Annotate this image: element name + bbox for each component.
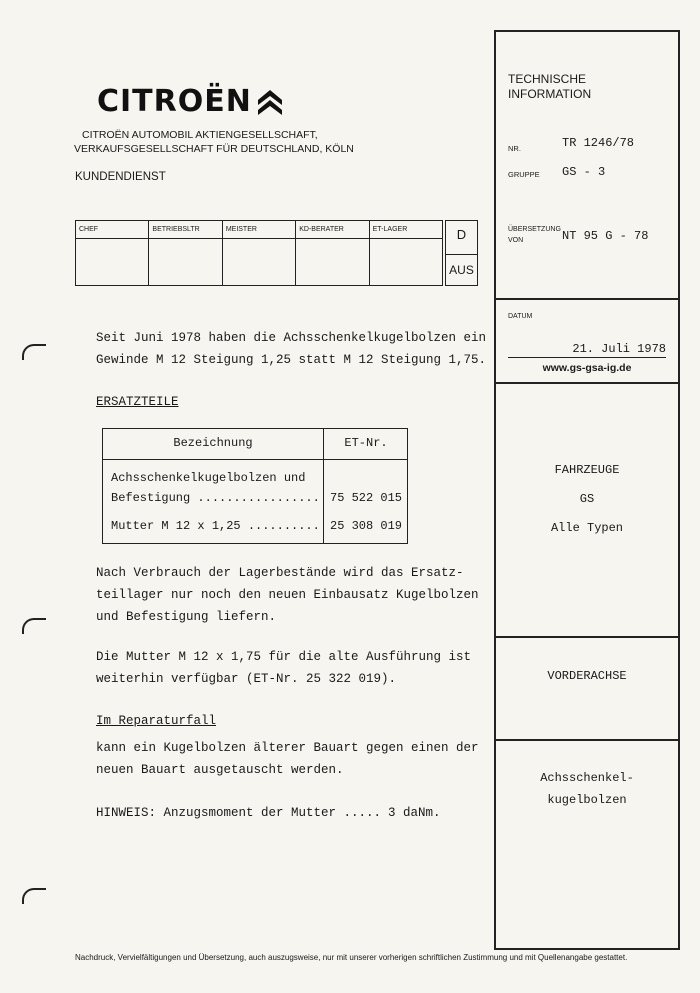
punch-hole-mark <box>22 888 46 904</box>
aus-label: AUS <box>449 263 474 277</box>
section-name: VORDERACHSE <box>547 669 627 683</box>
uebersetzung-label <box>508 224 561 246</box>
info-panel <box>494 30 680 950</box>
routing-col-label: KD-BERATER <box>299 226 344 233</box>
parts-row-name: Mutter M 12 x 1,25 .......... <box>111 519 320 533</box>
parts-row-name: Achsschenkelkugelbolzen und <box>111 471 306 485</box>
nr-label: NR. <box>508 144 521 153</box>
repair-paragraph <box>96 737 479 781</box>
company-address <box>74 128 354 156</box>
repair-heading: Im Reparaturfall <box>96 714 217 728</box>
stock-paragraph <box>96 562 479 628</box>
citroen-logo-text: CITROËN <box>97 84 252 119</box>
text-line: weiterhin verfügbar (ET-Nr. 25 322 019). <box>96 672 397 686</box>
routing-col-betriebsltr <box>149 221 222 285</box>
uebersetzung-value: NT 95 G - 78 <box>562 229 649 243</box>
component-line: Achsschenkel- <box>540 771 634 785</box>
parts-header-bezeichnung: Bezeichnung <box>173 436 253 450</box>
routing-col-label: ET-LAGER <box>372 226 408 233</box>
hinweis-text: HINWEIS: Anzugsmoment der Mutter ..... <box>96 806 382 820</box>
department-label: KUNDENDIENST <box>75 171 166 183</box>
intro-paragraph <box>96 327 486 371</box>
routing-col-label: BETRIEBSLTR <box>152 226 200 233</box>
vehicles-line: GS <box>579 492 595 506</box>
text-line: Nach Verbrauch der Lagerbestände wird das Ersatz- <box>96 566 464 580</box>
routing-col-meister <box>223 221 296 285</box>
datum-value: 21. Juli 1978 <box>508 342 666 358</box>
vehicles-line: FAHRZEUGE <box>554 463 620 477</box>
panel-title-line: INFORMATION <box>508 87 592 101</box>
routing-col-label: MEISTER <box>225 226 257 233</box>
parts-row-number: 75 522 015 <box>330 491 403 505</box>
uebersetzung-label-line: VON <box>508 237 524 244</box>
uebersetzung-label-line: ÜBERSETZUNG <box>508 226 561 233</box>
parts-table <box>102 428 408 544</box>
company-line: CITROËN AUTOMOBIL AKTIENGESELLSCHAFT, <box>82 129 318 141</box>
text-line: und Befestigung liefern. <box>96 610 277 624</box>
gruppe-value: GS - 3 <box>562 165 606 179</box>
component-line: kugelbolzen <box>547 793 627 807</box>
routing-table <box>75 220 443 286</box>
punch-hole-mark <box>22 344 46 360</box>
hinweis-value: 3 daNm. <box>388 806 441 820</box>
text-line: Gewinde M 12 Steigung 1,25 statt M 12 Steigung 1,75. <box>96 353 487 367</box>
routing-col-kd-berater <box>296 221 369 285</box>
text-line: kann ein Kugelbolzen älterer Bauart gegen einen der <box>96 741 479 755</box>
nr-value: TR 1246/78 <box>562 136 635 150</box>
parts-header-et-nr: ET-Nr. <box>344 436 388 450</box>
panel-title <box>508 72 591 102</box>
text-line: Die Mutter M 12 x 1,75 für die alte Ausführung ist <box>96 650 472 664</box>
country-code: D <box>456 227 467 242</box>
text-line: teillager nur noch den neuen Einbausatz Kugelbolzen <box>96 588 479 602</box>
vehicles-line: Alle Typen <box>550 521 623 535</box>
parts-row-name: Befestigung ................. <box>111 491 320 505</box>
text-line: neuen Bauart ausgetauscht werden. <box>96 763 344 777</box>
footer-copyright: Nachdruck, Vervielfältigungen und Übersetzung, auch auszugsweise, nur mit unserer vorherigen schriftlichen Zustimmung und mit Quellenangabe gestattet. <box>75 953 628 962</box>
vehicles-block <box>496 456 678 543</box>
text-line: Seit Juni 1978 haben die Achsschenkelkugelbolzen ein <box>96 331 487 345</box>
component-block <box>496 767 678 811</box>
gruppe-label: GRUPPE <box>508 170 540 179</box>
company-line: VERKAUFSGESELLSCHAFT FÜR DEUTSCHLAND, KÖLN <box>74 143 354 155</box>
routing-col-label: CHEF <box>79 226 99 233</box>
nut-paragraph <box>96 646 471 690</box>
country-box <box>445 220 478 286</box>
panel-title-line: TECHNISCHE <box>508 72 587 86</box>
citroen-chevron-icon <box>258 88 282 116</box>
routing-col-chef <box>76 221 149 285</box>
ersatzteile-heading: ERSATZTEILE <box>96 395 179 409</box>
punch-hole-mark <box>22 618 46 634</box>
routing-col-et-lager <box>370 221 442 285</box>
datum-label: DATUM <box>508 313 533 320</box>
website-link[interactable]: www.gs-gsa-ig.de <box>542 362 632 374</box>
parts-row-number: 25 308 019 <box>330 519 403 533</box>
